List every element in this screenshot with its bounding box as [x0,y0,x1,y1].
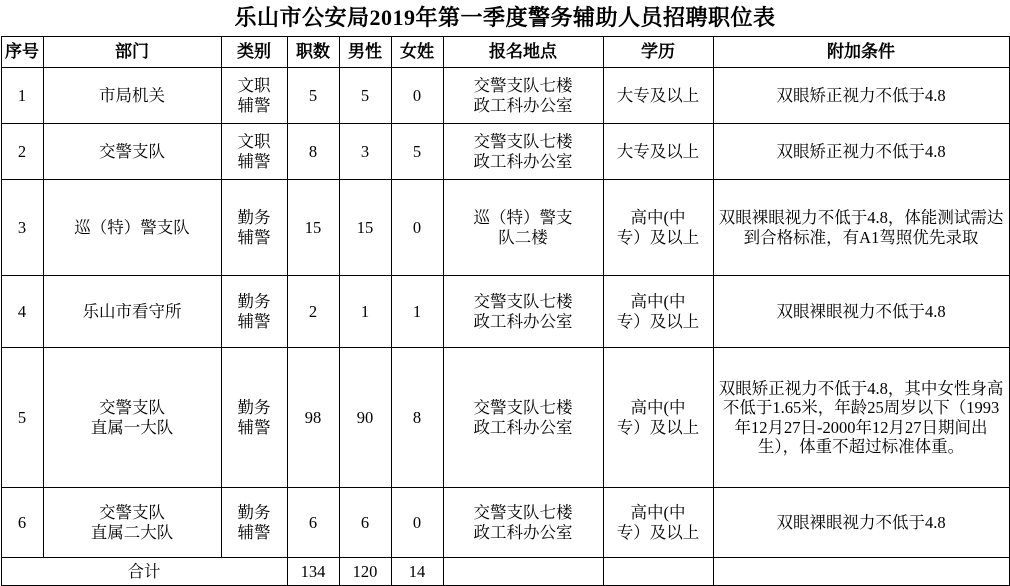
cell-department [43,124,221,180]
cell-seq: 3 [1,180,43,276]
cell-location [443,124,603,180]
cell-positions: 15 [287,180,339,276]
table-header-row [1,37,1009,68]
location-line: 交警支队七楼 [473,292,573,312]
cell-seq: 2 [1,124,43,180]
total-male: 120 [339,558,391,586]
cell-extra-conditions: 双眼裸眼视力不低于4.8 [713,276,1009,348]
dept-line: 交警支队 [99,398,165,418]
dept-line: 直属一大队 [90,417,174,437]
page-title: 乐山市公安局2019年第一季度警务辅助人员招聘职位表 [234,5,776,30]
location-line: 政工科办公室 [473,522,573,542]
cell-education [603,68,713,124]
table-row [1,276,1009,348]
cell-female: 0 [391,488,443,558]
cell-seq: 6 [1,488,43,558]
location-line: 交警支队七楼 [473,398,573,418]
cell-type [221,124,287,180]
cell-male: 90 [339,348,391,488]
type-line: 辅警 [237,95,271,115]
education-line: 高中(中 [630,292,686,312]
cell-education [603,276,713,348]
cell-female: 0 [391,68,443,124]
type-line: 勤务 [237,292,271,312]
total-female: 14 [391,558,443,586]
cell-education [603,180,713,276]
type-line: 勤务 [237,208,271,228]
cell-education [603,124,713,180]
cell-female: 0 [391,180,443,276]
cell-extra-conditions: 双眼矫正视力不低于4.8，其中女性身高不低于1.65米，年龄25周岁以下（1993年12月27日-2000年12月27日期间出生），体重不超过标准体重。 [713,348,1009,488]
cell-department [43,180,221,276]
education-line: 高中(中 [630,398,686,418]
table-total-row [1,558,1009,586]
cell-female: 8 [391,348,443,488]
dept-line: 交警支队 [99,503,165,523]
cell-seq: 1 [1,68,43,124]
cell-type [221,180,287,276]
cell-positions: 6 [287,488,339,558]
cell-positions: 5 [287,68,339,124]
cell-extra-conditions: 双眼矫正视力不低于4.8 [713,68,1009,124]
cell-female: 5 [391,124,443,180]
type-line: 辅警 [237,311,271,331]
location-line: 队二楼 [498,227,548,247]
total-education-empty [603,558,713,586]
location-line: 巡（特）警支 [473,208,573,228]
location-line: 交警支队七楼 [473,132,573,152]
cell-type [221,68,287,124]
cell-female: 1 [391,276,443,348]
education-line: 大专及以上 [616,141,700,161]
cell-location [443,276,603,348]
table-row [1,348,1009,488]
total-label: 合计 [1,558,287,586]
education-line: 专）及以上 [616,522,700,542]
education-line: 高中(中 [630,208,686,228]
type-line: 辅警 [237,417,271,437]
education-line: 专）及以上 [616,311,700,331]
cell-type [221,276,287,348]
cell-seq: 5 [1,348,43,488]
cell-seq: 4 [1,276,43,348]
dept-line: 乐山市看守所 [82,301,182,321]
dept-line: 直属二大队 [90,522,174,542]
cell-male: 3 [339,124,391,180]
cell-male: 6 [339,488,391,558]
table-row [1,124,1009,180]
column-header-extra-conditions: 附加条件 [713,37,1009,68]
cell-extra-conditions: 双眼裸眼视力不低于4.8，体能测试需达到合格标准，有A1驾照优先录取 [713,180,1009,276]
cell-location [443,348,603,488]
location-line: 政工科办公室 [473,95,573,115]
education-line: 高中(中 [630,503,686,523]
cell-education [603,488,713,558]
education-line: 大专及以上 [616,85,700,105]
location-line: 交警支队七楼 [473,76,573,96]
cell-positions: 8 [287,124,339,180]
total-extra-empty [713,558,1009,586]
cell-positions: 2 [287,276,339,348]
dept-line: 市局机关 [99,85,165,105]
column-header-positions: 职数 [287,37,339,68]
cell-type [221,348,287,488]
dept-line: 交警支队 [99,141,165,161]
recruitment-table [1,36,1010,586]
cell-location [443,488,603,558]
column-header-seq: 序号 [1,37,43,68]
type-line: 文职 [237,132,271,152]
location-line: 交警支队七楼 [473,503,573,523]
cell-positions: 98 [287,348,339,488]
type-line: 勤务 [237,503,271,523]
column-header-education: 学历 [603,37,713,68]
cell-location [443,68,603,124]
cell-extra-conditions: 双眼矫正视力不低于4.8 [713,124,1009,180]
column-header-type: 类别 [221,37,287,68]
table-row [1,180,1009,276]
column-header-female: 女姓 [391,37,443,68]
cell-department [43,276,221,348]
cell-extra-conditions: 双眼裸眼视力不低于4.8 [713,488,1009,558]
column-header-male: 男性 [339,37,391,68]
cell-department [43,348,221,488]
total-location-empty [443,558,603,586]
table-row [1,488,1009,558]
column-header-department: 部门 [43,37,221,68]
table-row [1,68,1009,124]
education-line: 专）及以上 [616,227,700,247]
location-line: 政工科办公室 [473,311,573,331]
total-positions: 134 [287,558,339,586]
cell-male: 15 [339,180,391,276]
column-header-location: 报名地点 [443,37,603,68]
dept-line: 巡（特）警支队 [74,217,190,237]
cell-location [443,180,603,276]
type-line: 辅警 [237,151,271,171]
type-line: 辅警 [237,522,271,542]
type-line: 勤务 [237,398,271,418]
type-line: 辅警 [237,227,271,247]
location-line: 政工科办公室 [473,151,573,171]
location-line: 政工科办公室 [473,417,573,437]
cell-education [603,348,713,488]
cell-department [43,68,221,124]
cell-department [43,488,221,558]
cell-male: 5 [339,68,391,124]
cell-male: 1 [339,276,391,348]
cell-type [221,488,287,558]
education-line: 专）及以上 [616,417,700,437]
type-line: 文职 [237,76,271,96]
